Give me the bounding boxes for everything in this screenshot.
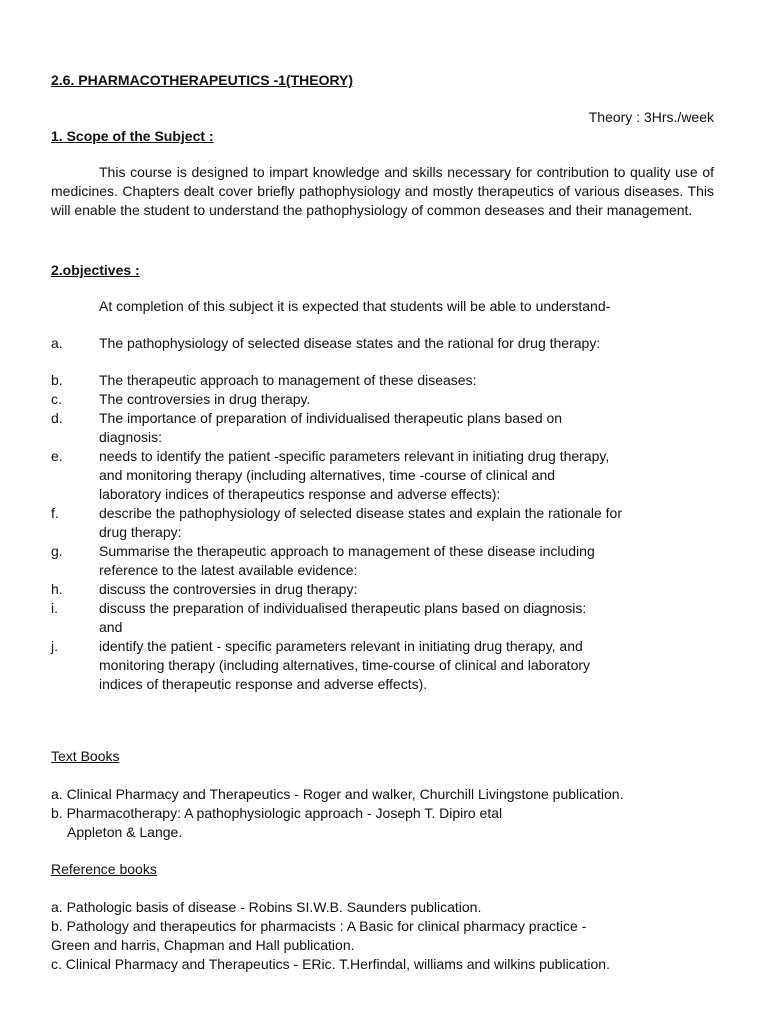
text-books-list — [51, 785, 623, 842]
page-title: 2.6. PHARMACOTHERAPEUTICS -1(THEORY) — [51, 72, 354, 88]
scope-heading: 1. Scope of the Subject : — [51, 128, 214, 144]
objectives-list — [51, 334, 691, 694]
objective-letter: b. — [51, 372, 63, 388]
reference-book-a: a. Pathologic basis of disease - Robins SI.W.B. Saunders publication. — [51, 899, 482, 915]
reference-book-b-line1: b. Pathology and therapeutics for pharmacists : A Basic for clinical pharmacy practice - — [51, 918, 587, 934]
reference-book-b-line2: Green and harris, Chapman and Hall publication. — [51, 937, 355, 953]
objective-text: Summarise the therapeutic approach to management of these disease including reference to the latest available evidence: — [99, 543, 595, 578]
reference-books-list — [51, 898, 610, 974]
objective-item — [51, 371, 691, 390]
objective-item — [51, 599, 591, 637]
objective-letter: c. — [51, 391, 62, 407]
objective-letter: j. — [51, 638, 58, 654]
objective-item — [51, 334, 691, 353]
text-book-b-line2: Appleton & Lange. — [67, 824, 183, 840]
objective-letter: f. — [51, 505, 59, 521]
objective-text: discuss the preparation of individualised therapeutic plans based on diagnosis: and — [99, 600, 587, 635]
objective-item — [51, 409, 611, 447]
objective-letter: d. — [51, 410, 63, 426]
objective-item — [51, 504, 626, 542]
objective-letter: a. — [51, 335, 63, 351]
objective-text: The therapeutic approach to management of these diseases: — [99, 372, 477, 388]
objective-letter: h. — [51, 581, 63, 597]
objective-text: The controversies in drug therapy. — [99, 391, 311, 407]
objective-text: The importance of preparation of individualised therapeutic plans based on diagnosis: — [99, 410, 563, 445]
objective-letter: e. — [51, 448, 63, 464]
objectives-intro: At completion of this subject it is expected that students will be able to understand- — [99, 298, 611, 314]
objective-letter: g. — [51, 543, 63, 559]
scope-text: This course is designed to impart knowledge and skills necessary for contribution to quality use of medicines. Chapters dealt cover briefly pathophysiology and mostly therapeutics of various diseases. This will enable the student to understand the pathophysiology of common deseases and their management. — [51, 164, 714, 218]
reference-book-c: c. Clinical Pharmacy and Therapeutics - ERic. T.Herfindal, williams and wilkins publication. — [51, 956, 610, 972]
objective-item — [51, 447, 611, 504]
text-book-b-line1: b. Pharmacotherapy: A pathophysiologic approach - Joseph T. Dipiro etal — [51, 805, 503, 821]
theory-hours: Theory : 3Hrs./week — [588, 109, 714, 125]
objective-item — [51, 580, 691, 599]
objective-text: describe the pathophysiology of selected disease states and explain the rationale for drug therapy: — [99, 505, 623, 540]
objective-item — [51, 390, 691, 409]
objective-text: discuss the controversies in drug therapy: — [99, 581, 358, 597]
text-book-a: a. Clinical Pharmacy and Therapeutics - Roger and walker, Churchill Livingstone publication. — [51, 786, 624, 802]
objectives-heading: 2.objectives : — [51, 262, 140, 278]
text-books-heading: Text Books — [51, 748, 120, 764]
objective-text: identify the patient - specific parameters relevant in initiating drug therapy, and monitoring therapy (including alternatives, time-course of clinical and laboratory indices of therapeutic response and adverse effects). — [99, 638, 591, 692]
objective-item — [51, 637, 611, 694]
reference-books-heading: Reference books — [51, 861, 157, 877]
scope-paragraph — [51, 163, 714, 220]
objective-text: needs to identify the patient -specific parameters relevant in initiating drug therapy, and monitoring therapy (including alternatives, time -course of clinical and laboratory indices of therapeutics response and adverse effects): — [99, 448, 610, 502]
objective-text: The pathophysiology of selected disease states and the rational for drug therapy: — [99, 335, 601, 351]
objective-letter: i. — [51, 600, 58, 616]
objective-item — [51, 542, 611, 580]
